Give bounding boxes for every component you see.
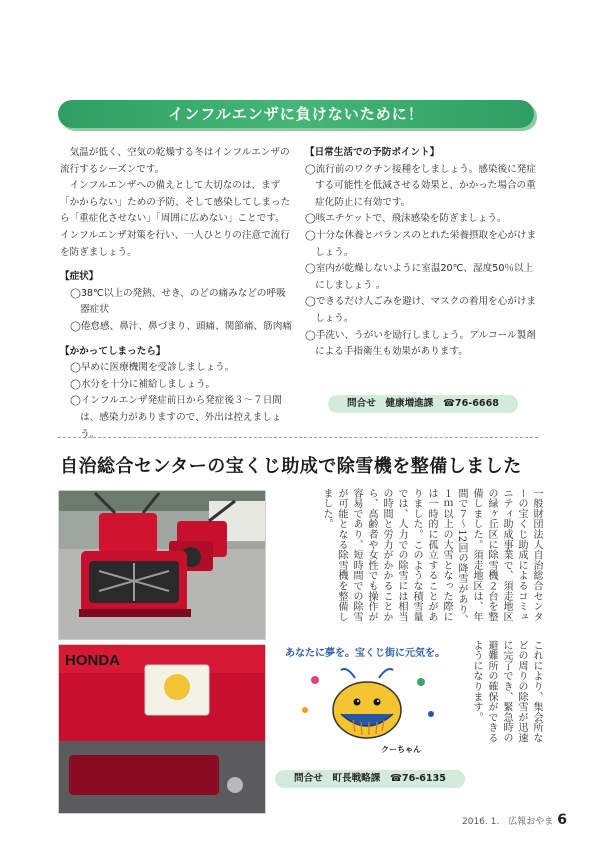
prevention-item: ◯流行前のワクチン接種をしましょう。感染後に発症する可能性を低減させる効果と、かかった場合の重症化防止に有効です。 <box>305 163 536 208</box>
infected-item: ◯水分を十分に補給しましょう。 <box>70 378 216 390</box>
symptoms-heading: 【症状】 <box>60 271 99 283</box>
banner-title: インフルエンザに負けないために！ <box>168 105 424 123</box>
prevention-item: ◯できるだけ人ごみを避け、マスクの着用を心がけましょう。 <box>305 296 537 324</box>
strategy-contact-text: 問合せ 町長戦略課 ☎76-6135 <box>294 773 446 784</box>
strategy-contact-box <box>275 770 465 788</box>
influenza-banner <box>58 100 534 128</box>
symptom-item: ◯38℃以上の発熱、せき、のどの痛みなどの呼吸器症状 <box>70 287 286 316</box>
symptom-item: ◯倦怠感、鼻汁、鼻づまり、頭痛、関節痛、筋肉痛 <box>70 320 292 332</box>
section-divider <box>58 437 538 438</box>
prevention-item: ◯室内が乾燥しないように室温20℃、湿度50％以上にしましょう 。 <box>305 263 534 291</box>
infected-heading: 【かかってしまったら】 <box>60 345 166 357</box>
takarakuji-mascot-icon <box>275 640 460 760</box>
logo-slogan: あなたに夢を。宝くじ街に元気を。 <box>285 648 445 659</box>
influenza-left-column <box>60 145 294 443</box>
article-body: 一般財団法人自治総合センターの宝くじ助成によるコミュニティ助成事業で、須走地区の緑ヶ丘区に除雪機２台を整備しました。須走地区は、年間で７～12回の降雪があり、１ｍ以上の大雪となった際には一時的に孤立することがありました。このような積雪量では、人力での除雪には相当の時間と労力がかかることから、高齢者や女性でも操作が容易であり、短時間での除雪が可能となる除雪機を整備しました。 <box>321 488 542 625</box>
page-number: 6 <box>557 812 567 828</box>
honda-text: HONDA <box>65 652 120 669</box>
mascot-name: クーちゃん <box>381 745 421 754</box>
prevention-item: ◯咳エチケットで、飛沫感染を防ぎましょう。 <box>305 213 507 225</box>
health-contact-box <box>328 395 518 413</box>
page-footer <box>462 812 567 828</box>
snowblower-photo <box>58 490 266 640</box>
intro-paragraph-2: インフルエンザへの備えとして大切なのは、まず「かからない」ための予防、そして感染してしまったら「重症化させない」「周囲に広めない」ことです。インフルエンザ対策を行い、一人ひとりの注意で流行を防ぎましょう。 <box>60 180 291 258</box>
infected-item: ◯早めに医療機関を受診しましょう。 <box>70 362 235 374</box>
prevention-heading: 【日常生活での予防ポイント】 <box>305 147 440 158</box>
health-contact-text: 問合せ 健康増進課 ☎76-6668 <box>347 398 499 409</box>
influenza-right-column <box>305 145 537 361</box>
snowblower-photo-illustration <box>59 491 265 639</box>
article-body-continued: これにより、集会所などの周りの除雪が迅速に完了でき、緊急時の避難所の確保ができるようになります。 <box>471 640 542 743</box>
article-title: 自治総合センターの宝くじ助成で除雪機を整備しました <box>60 456 522 477</box>
snowblower-closeup-photo <box>58 644 266 814</box>
footer-issue: 2016. 1. 広報おやま <box>462 817 554 827</box>
infected-item: ◯インフルエンザ発症前日から発症後３～７日間は、感染力がありますので、外出は控えましょう。 <box>70 395 282 440</box>
prevention-item: ◯十分な休養とバランスのとれた栄養摂取を心がけましょう。 <box>305 229 537 258</box>
intro-paragraph-1: 気温が低く、空気の乾燥する冬はインフルエンザの流行するシーズンです。 <box>60 147 290 175</box>
takarakuji-logo <box>275 640 460 760</box>
snowblower-closeup-illustration <box>59 645 265 813</box>
prevention-item: ◯手洗い、うがいを励行しましょう。アルコール製剤による手指衛生も効果があります。 <box>305 329 536 358</box>
